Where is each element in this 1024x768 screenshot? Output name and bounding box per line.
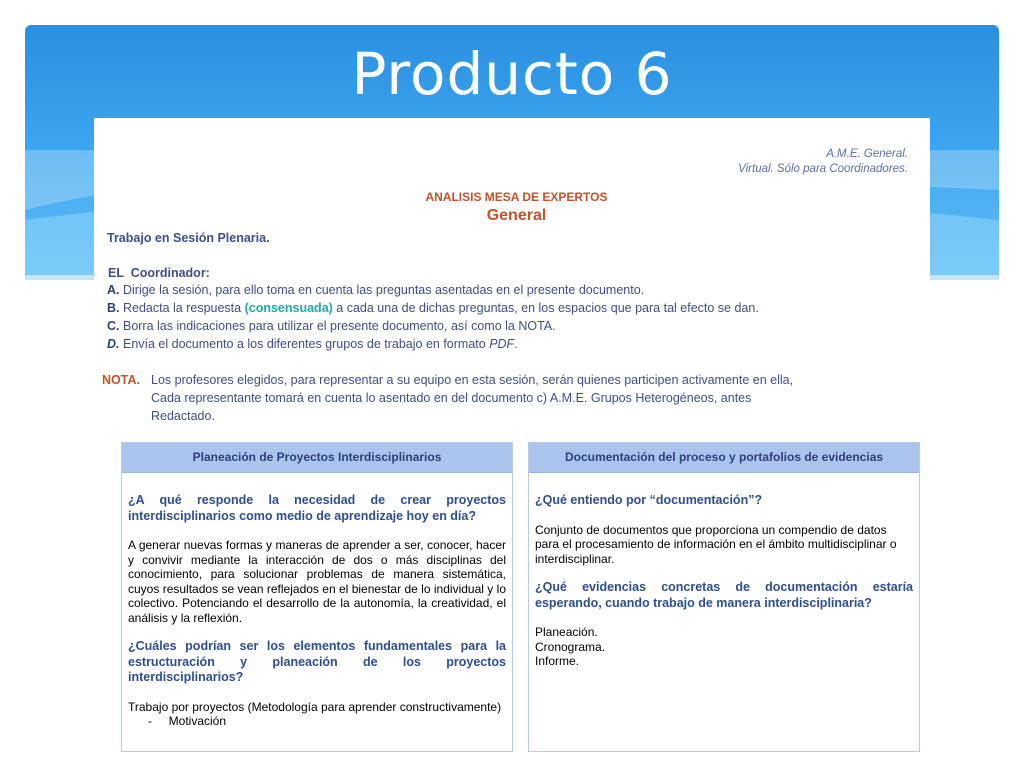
document-subheading: General xyxy=(486,207,547,224)
meta-line-2: Virtual. Sólo para Coordinadores. xyxy=(738,163,908,175)
document-heading: ANALISIS MESA DE EXPERTOS xyxy=(425,190,608,204)
answer: Conjunto de documentos que proporciona un compendio de datos para el procesamiento de información en el ámbito multidisciplinar o interdisciplinar. xyxy=(535,522,897,566)
answer-list-item: Informe. xyxy=(535,654,580,668)
panel-body xyxy=(529,473,919,669)
step-text: Redacta la respuesta xyxy=(122,301,245,315)
answer-list-item: Cronograma. xyxy=(535,639,606,654)
consensuada-highlight: (consensuada) xyxy=(244,301,333,315)
step-c xyxy=(107,319,556,333)
step-a xyxy=(107,283,644,297)
nota-label: NOTA. xyxy=(102,373,140,387)
nota-line-2: Cada representante tomará en cuenta lo asentado en del documento c) A.M.E. Grupos Heterogéneos, antes xyxy=(151,391,752,405)
panel-planeacion xyxy=(121,442,513,752)
question: ¿Qué evidencias concretas de documentación estaría esperando, cuando trabajo de manera interdisciplinaria? xyxy=(535,580,913,610)
session-label: Trabajo en Sesión Plenaria. xyxy=(107,231,270,245)
coordinator-label: EL Coordinador: xyxy=(108,266,210,280)
step-text-end: a cada una de dichas preguntas, en los espacios que para tal efecto se dan. xyxy=(332,301,759,315)
meta-line-1: A.M.E. General. xyxy=(826,148,908,160)
question: ¿Cuáles podrían ser los elementos fundamentales para la estructuración y planeación de los proyectos interdisciplinarios? xyxy=(128,639,506,684)
step-text: Borra las indicaciones para utilizar el presente documento, así como la NOTA. xyxy=(122,319,556,333)
step-d xyxy=(107,337,518,351)
step-letter: B. xyxy=(107,301,120,315)
panel-body xyxy=(122,473,512,729)
step-text: Dirige la sesión, para ello toma en cuenta las preguntas asentadas en el presente documento. xyxy=(122,283,645,297)
nota-line-1: Los profesores elegidos, para representar a su equipo en esta sesión, serán quienes participen activamente en ella, xyxy=(151,373,794,387)
step-text-end: . xyxy=(514,337,518,351)
document-meta xyxy=(738,147,908,177)
step-b xyxy=(107,301,759,315)
step-letter: C. xyxy=(107,319,120,333)
answer: A generar nuevas formas y maneras de aprender a ser, conocer, hacer y convivir mediante la interacción de dos o más disciplinas del conocimiento, para solucionar problemas de manera sistemática, cuyos resultados se vean reflejados en el bienestar de lo individual y lo colectivo. Potenciando el desarrollo de la autonomía, la creatividad, el análisis y la reflexión. xyxy=(128,538,506,625)
question: ¿Qué entiendo por “documentación”? xyxy=(535,493,763,507)
panel-header: Planeación de Proyectos Interdisciplinarios xyxy=(122,443,512,473)
question: ¿A qué responde la necesidad de crear proyectos interdisciplinarios como medio de aprendizaje hoy en día? xyxy=(128,493,506,523)
panel-header: Documentación del proceso y portafolios de evidencias xyxy=(529,443,919,473)
answer: Trabajo por proyectos (Metodología para aprender constructivamente) xyxy=(128,699,502,714)
step-letter: D. xyxy=(107,337,120,351)
step-text: Envía el documento a los diferentes grupos de trabajo en formato xyxy=(122,337,490,351)
pdf-format: PDF xyxy=(489,337,515,351)
answer-list-item: - Motivación xyxy=(148,714,227,728)
slide-title: Producto 6 xyxy=(351,40,673,108)
document-page xyxy=(94,118,930,763)
answer-list xyxy=(535,625,913,669)
nota-line-3: Redactado. xyxy=(151,409,215,423)
panel-documentacion xyxy=(528,442,920,752)
answer-list-item: Planeación. xyxy=(535,625,598,639)
step-letter: A. xyxy=(107,283,120,297)
